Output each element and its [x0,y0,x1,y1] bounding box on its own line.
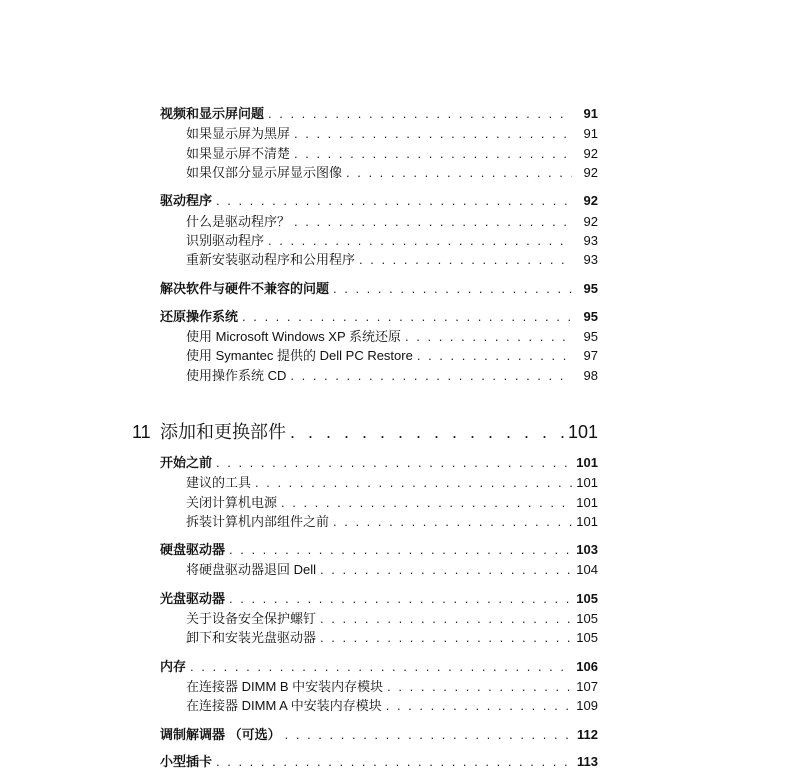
leader-dots [320,611,572,627]
toc-entry [186,364,598,384]
toc-entry [186,344,598,364]
toc-section-title: 光盘驱动器 [160,591,226,606]
toc-entry [186,248,598,268]
toc-entry [186,161,598,181]
toc-page-number: 92 [583,146,598,161]
toc-page-number: 91 [583,126,598,141]
leader-dots [294,126,572,142]
toc-entry [186,471,598,491]
toc-section [160,305,598,325]
toc-page-number: 98 [583,368,598,383]
toc-page-number: 93 [583,233,598,248]
leader-dots [268,233,572,249]
leader-dots [359,252,572,268]
toc-entry-title: 重新安装驱动程序和公用程序 [186,252,356,267]
toc-entry [186,626,598,646]
leader-dots [320,562,572,578]
leader-dots [216,455,572,471]
toc-section [160,277,598,297]
leader-dots [405,329,572,345]
toc-entry-title: 在连接器 DIMM B 中安装内存模块 [186,679,384,694]
toc-entry-title: 识别驱动程序 [186,233,265,248]
toc-entry [186,510,598,530]
leader-dots [290,368,572,384]
toc-page-number: 113 [577,754,598,769]
leader-dots [333,281,572,297]
toc-section [160,538,598,558]
toc-entry [186,675,598,695]
toc-entry-title: 在连接器 DIMM A 中安装内存模块 [186,698,382,713]
toc-entry-title: 如果仅部分显示屏显示图像 [186,165,343,180]
toc-page-number: 109 [576,698,598,713]
toc-section [160,451,598,471]
toc-entry-title: 使用操作系统 CD [186,368,287,383]
toc-section-title: 解决软件与硬件不兼容的问题 [160,281,330,296]
toc-page-number: 95 [583,281,598,296]
toc-entry-title: 将硬盘驱动器退回 Dell [186,562,317,577]
leader-dots [242,309,572,325]
toc-page-number: 103 [576,542,598,557]
toc-section-title: 小型插卡 [160,754,213,769]
toc-entry-title: 使用 Symantec 提供的 Dell PC Restore [186,348,413,363]
toc-entry [186,210,598,230]
toc-section-title: 还原操作系统 [160,309,239,324]
chapter-title: 添加和更换部件 [160,422,286,442]
leader-dots [190,659,572,675]
leader-dots [417,348,572,364]
leader-dots [386,698,572,714]
leader-dots [285,727,572,743]
toc-section [160,750,598,770]
toc-entry-title: 使用 Microsoft Windows XP 系统还原 [186,329,402,344]
toc-section-title: 硬盘驱动器 [160,542,226,557]
toc-page-number: 105 [576,611,598,626]
toc-entry [186,325,598,345]
toc-entry [186,694,598,714]
leader-dots [294,146,572,162]
toc-entry-title: 建议的工具 [186,475,252,490]
toc-page-number: 106 [576,659,598,674]
toc-section-title: 视频和显示屏问题 [160,106,265,121]
toc-page-number: 93 [583,252,598,267]
toc-entry [186,558,598,578]
toc-entry-title: 拆装计算机内部组件之前 [186,514,330,529]
toc-entry-title: 卸下和安装光盘驱动器 [186,630,317,645]
toc-section-title: 内存 [160,659,187,674]
toc-page-number: 105 [576,630,598,645]
toc-entry-title: 什么是驱动程序？ [186,214,291,229]
toc-entry [186,607,598,627]
toc-page-number: 92 [583,165,598,180]
toc-section [160,587,598,607]
toc-entry-title: 如果显示屏不清楚 [186,146,291,161]
toc-entry-title: 关闭计算机电源 [186,495,278,510]
toc-page-number: 104 [576,562,598,577]
toc-section [160,655,598,675]
toc-page-number: 101 [576,475,598,490]
toc-chapter [132,419,598,443]
leader-dots [268,106,572,122]
toc-page-number: 92 [583,193,598,208]
toc-page-number: 92 [583,214,598,229]
leader-dots [229,591,572,607]
chapter-page-number: 101 [567,422,598,442]
toc-page-number: 107 [576,679,598,694]
toc-page-number: 105 [576,591,598,606]
toc-page-number: 101 [576,455,598,470]
toc-page-number: 91 [583,106,598,121]
toc-page-number: 97 [583,348,598,363]
toc-entry-title: 关于设备安全保护螺钉 [186,611,317,626]
leader-dots [290,421,564,443]
leader-dots [281,495,572,511]
leader-dots [320,630,572,646]
toc-entry [186,491,598,511]
toc-page-number: 95 [583,329,598,344]
toc-entry [186,122,598,142]
toc-section [160,189,598,209]
toc-page-number: 101 [576,495,598,510]
chapter-number: 11 [132,422,151,442]
toc-section-title: 调制解调器 （可选） [160,727,281,742]
leader-dots [294,214,572,230]
leader-dots [333,514,572,530]
toc-page-number: 101 [576,514,598,529]
toc-entry [186,229,598,249]
toc-entry [186,142,598,162]
toc-section [160,723,598,743]
toc-page-number: 95 [583,309,598,324]
leader-dots [346,165,572,181]
toc-section [160,102,598,122]
leader-dots [229,542,572,558]
toc-page-number: 112 [577,727,598,742]
toc-section-title: 驱动程序 [160,193,213,208]
leader-dots [387,679,572,695]
toc-section-title: 开始之前 [160,455,213,470]
leader-dots [216,193,572,209]
leader-dots [255,475,572,491]
toc-entry-title: 如果显示屏为黑屏 [186,126,291,141]
